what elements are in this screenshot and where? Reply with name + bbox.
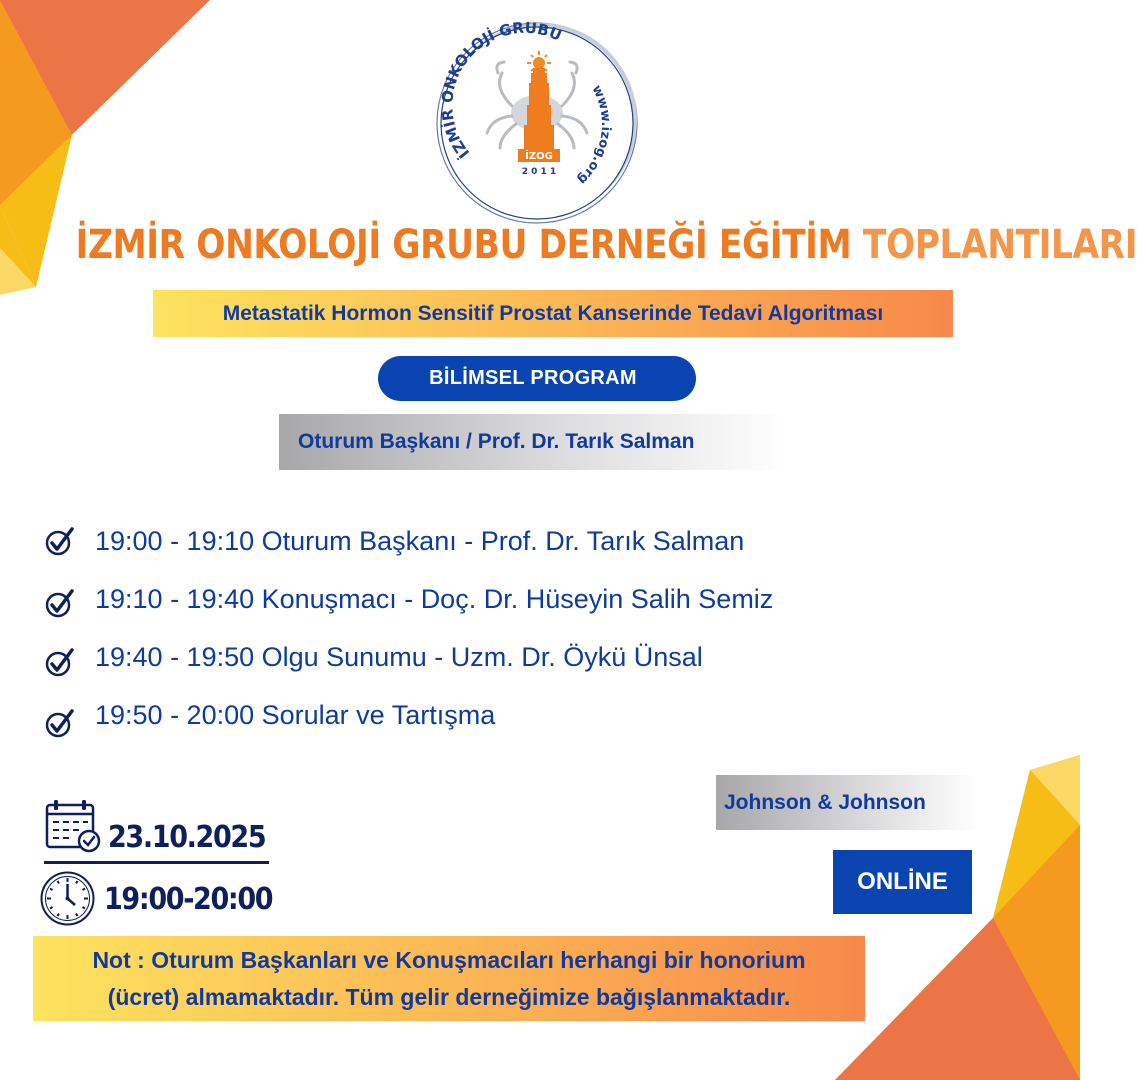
agenda-item-text: 19:50 - 20:00 Sorular ve Tartışma (95, 700, 496, 730)
checkmark-icon (44, 647, 76, 679)
title-part2: TOPLANTILARI (862, 222, 1137, 268)
checkmark-icon (44, 526, 76, 558)
agenda-item (44, 642, 944, 686)
session-chair-banner: Oturum Başkanı / Prof. Dr. Tarık Salman (279, 414, 787, 470)
scientific-program-button: BİLİMSEL PROGRAM (378, 356, 696, 401)
title-part1: İZMİR ONKOLOJİ GRUBU DERNEĞİ EĞİTİM (75, 222, 863, 268)
agenda-item (44, 584, 944, 628)
logo-arc-text: İZMİR ONKOLOJİ GRUBU (438, 18, 565, 162)
page-title (75, 222, 1137, 268)
logo-abbr: İZOG (525, 151, 553, 162)
agenda-item-text: 19:00 - 19:10 Oturum Başkanı - Prof. Dr. Tarık Salman (95, 526, 745, 556)
note-banner (33, 936, 865, 1021)
logo-url-text: www.izog.org (574, 83, 614, 188)
checkmark-icon (44, 708, 76, 740)
online-badge: ONLİNE (833, 850, 972, 914)
agenda-item-text: 19:40 - 19:50 Olgu Sunumu - Uzm. Dr. Öykü Ünsal (95, 642, 703, 672)
event-time: 19:00-20:00 (104, 882, 273, 917)
note-line-1: Not : Oturum Başkanları ve Konuşmacıları herhangi bir honorium (92, 947, 806, 973)
calendar-icon (44, 798, 102, 854)
note-line-2: (ücret) almamaktadır. Tüm gelir derneğimize bağışlanmaktadır. (107, 984, 791, 1010)
date-time-divider (44, 861, 269, 864)
agenda-item (44, 526, 944, 570)
clock-icon (39, 870, 96, 927)
sponsor-banner: Johnson & Johnson (716, 775, 978, 830)
subject-banner: Metastatik Hormon Sensitif Prostat Kanserinde Tedavi Algoritması (153, 290, 953, 337)
izog-logo (432, 18, 642, 228)
agenda-item (44, 700, 944, 744)
event-date: 23.10.2025 (108, 820, 266, 855)
agenda-item-text: 19:10 - 19:40 Konuşmacı - Doç. Dr. Hüseyin Salih Semiz (95, 584, 774, 614)
checkmark-icon (44, 588, 76, 620)
logo-year: 2 0 1 1 (521, 167, 557, 177)
